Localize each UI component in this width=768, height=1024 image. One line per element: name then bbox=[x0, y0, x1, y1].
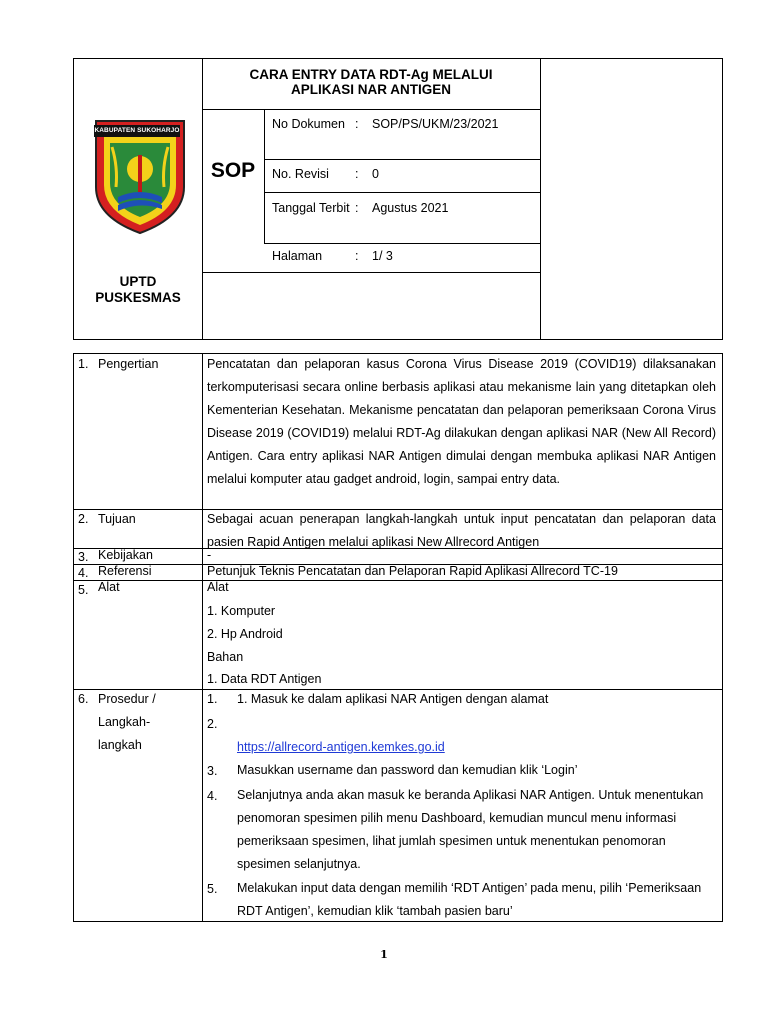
section-number: 6. bbox=[78, 692, 89, 706]
step-number: 4. bbox=[207, 789, 218, 803]
document-title: CARA ENTRY DATA RDT-Ag MELALUI APLIKASI NAR ANTIGEN bbox=[249, 67, 493, 97]
organization-name: UPTD PUSKESMAS bbox=[95, 274, 181, 305]
section-label-alat: Alat bbox=[98, 580, 120, 594]
header-divider bbox=[202, 109, 540, 110]
logo-banner-text: KABUPATEN SUKOHARJO bbox=[94, 125, 180, 137]
step-number: 1. bbox=[207, 692, 218, 706]
section-label-referensi: Referensi bbox=[98, 564, 152, 578]
header-divider bbox=[264, 159, 540, 160]
meta-label-no-revisi: No. Revisi bbox=[272, 167, 329, 181]
section-label-tujuan: Tujuan bbox=[98, 512, 136, 526]
section-label-prosedur: Prosedur / Langkah- langkah bbox=[98, 692, 156, 752]
header-divider bbox=[264, 192, 540, 193]
header-divider bbox=[202, 59, 203, 339]
section-text-tujuan: Sebagai acuan penerapan langkah-langkah untuk input pencatatan dan pelaporan data pasien Rapid Antigen melalui aplikasi New Allrecord Antigen bbox=[207, 512, 716, 549]
meta-colon: : bbox=[355, 249, 359, 263]
step-text: Melakukan input data dengan memilih ‘RDT Antigen’ pada menu, pilih ‘Pemeriksaan RDT Antigen’, kemudian klik ‘tambah pasien baru’ bbox=[237, 881, 702, 918]
page-number: 1 bbox=[380, 948, 388, 961]
section-label-kebijakan: Kebijakan bbox=[98, 548, 153, 562]
step-text: Selanjutnya anda akan masuk ke beranda Aplikasi NAR Antigen. Untuk menentukan penomoran spesimen pilih menu Dashboard, kemudian muncul menu informasi pemeriksaan spesimen, lihat jumlah spesimen untuk menentukan penomoran spesimen selanjutnya. bbox=[237, 788, 704, 871]
section-number: 1. bbox=[78, 357, 89, 371]
sop-header-table bbox=[73, 58, 723, 340]
meta-label-no-dokumen: No Dokumen bbox=[272, 117, 345, 131]
alat-heading: Alat bbox=[207, 580, 229, 594]
meta-colon: : bbox=[355, 117, 359, 131]
step-number: 5. bbox=[207, 882, 218, 896]
section-text-kebijakan: - bbox=[207, 548, 212, 562]
sop-content-table bbox=[73, 353, 723, 922]
nar-antigen-url-link[interactable]: https://allrecord-antigen.kemkes.go.id bbox=[237, 740, 445, 754]
header-divider bbox=[202, 272, 540, 273]
meta-colon: : bbox=[355, 201, 359, 215]
section-number: 2. bbox=[78, 512, 89, 526]
bahan-heading: Bahan bbox=[207, 650, 244, 664]
header-divider bbox=[264, 109, 265, 243]
sop-label: SOP bbox=[210, 159, 256, 182]
meta-value-no-dokumen: SOP/PS/UKM/23/2021 bbox=[372, 117, 499, 131]
alat-item: 1. Komputer bbox=[207, 604, 276, 618]
step-text: Masukkan username dan password dan kemudian klik ‘Login’ bbox=[237, 763, 578, 777]
section-label-pengertian: Pengertian bbox=[98, 357, 159, 371]
alat-item: 2. Hp Android bbox=[207, 627, 283, 641]
section-text-pengertian: Pencatatan dan pelaporan kasus Corona Virus Disease 2019 (COVID19) dilaksanakan terkomputerisasi secara online berbasis aplikasi atau mekanisme lain yang ditetapkan oleh Kementerian Kesehatan. Mekanisme pencatatan dan pelaporan pemeriksaan Corona Virus Disease 2019 (COVID19) melalui RDT-Ag dilakukan dengan aplikasi NAR (New All Record) Antigen. Cara entry aplikasi NAR Antigen dimulai dengan membuka aplikasi NAR Antigen melalui komputer atau gadget android, login, sampai entry data. bbox=[207, 357, 716, 486]
section-number: 4. bbox=[78, 566, 89, 580]
section-number: 5. bbox=[78, 583, 89, 597]
header-divider bbox=[264, 243, 540, 244]
section-number: 3. bbox=[78, 550, 89, 564]
step-number: 3. bbox=[207, 764, 218, 778]
meta-value-no-revisi: 0 bbox=[372, 167, 379, 181]
step-number: 2. bbox=[207, 717, 218, 731]
section-text-referensi: Petunjuk Teknis Pencatatan dan Pelaporan Rapid Aplikasi Allrecord TC-19 bbox=[207, 564, 618, 578]
header-divider bbox=[540, 59, 541, 339]
meta-label-halaman: Halaman bbox=[272, 249, 323, 263]
bahan-item: 1. Data RDT Antigen bbox=[207, 672, 322, 686]
column-divider bbox=[202, 354, 203, 921]
step-text: 1. Masuk ke dalam aplikasi NAR Antigen dengan alamat bbox=[237, 692, 549, 706]
meta-value-tanggal-terbit: Agustus 2021 bbox=[372, 201, 449, 215]
meta-label-tanggal-terbit: Tanggal Terbit bbox=[272, 201, 350, 215]
meta-value-halaman: 1/ 3 bbox=[372, 249, 393, 263]
meta-colon: : bbox=[355, 167, 359, 181]
